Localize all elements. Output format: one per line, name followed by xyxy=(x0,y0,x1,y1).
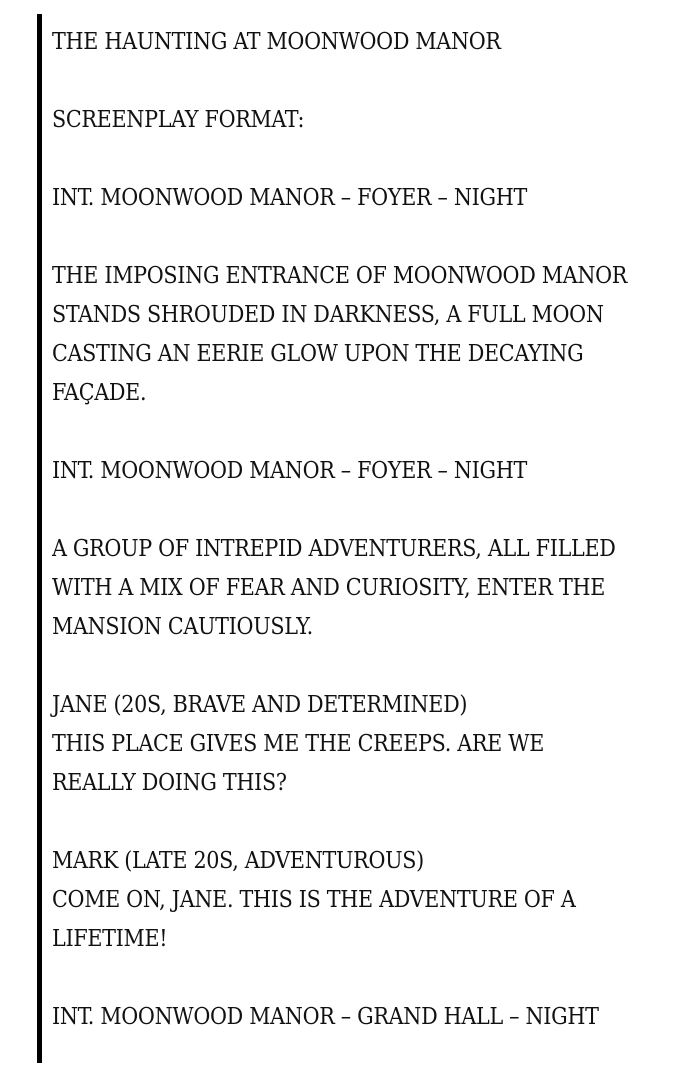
action-line: WITH A MIX OF FEAR AND CURIOSITY, ENTER THE xyxy=(52,575,606,601)
scene-heading-2 xyxy=(52,452,662,491)
action-line: MANSION CAUTIOUSLY. xyxy=(52,614,313,640)
title-paragraph xyxy=(52,23,662,62)
dialogue-line: REALLY DOING THIS? xyxy=(52,770,287,796)
format-line: SCREENPLAY FORMAT: xyxy=(52,107,305,133)
title-line: THE HAUNTING AT MOONWOOD MANOR xyxy=(52,29,501,55)
action-line: FAÇADE. xyxy=(52,380,147,406)
scene-heading-1 xyxy=(52,179,662,218)
format-paragraph xyxy=(52,101,662,140)
left-margin-rule xyxy=(37,14,42,1063)
scene-heading-3 xyxy=(52,998,662,1037)
character-line: JANE (20S, BRAVE AND DETERMINED) xyxy=(52,692,468,718)
scene-heading-line: INT. MOONWOOD MANOR – FOYER – NIGHT xyxy=(52,458,528,484)
dialogue-mark xyxy=(52,842,662,959)
dialogue-line: THIS PLACE GIVES ME THE CREEPS. ARE WE xyxy=(52,731,545,757)
document-body xyxy=(52,23,662,1076)
action-line: STANDS SHROUDED IN DARKNESS, A FULL MOON xyxy=(52,302,604,328)
action-paragraph-2 xyxy=(52,530,662,647)
dialogue-line: COME ON, JANE. THIS IS THE ADVENTURE OF A xyxy=(52,887,576,913)
scene-heading-line: INT. MOONWOOD MANOR – FOYER – NIGHT xyxy=(52,185,528,211)
action-paragraph-1 xyxy=(52,257,662,413)
scene-heading-line: INT. MOONWOOD MANOR – GRAND HALL – NIGHT xyxy=(52,1004,599,1030)
action-line: A GROUP OF INTREPID ADVENTURERS, ALL FILLED xyxy=(52,536,616,562)
dialogue-line: LIFETIME! xyxy=(52,926,168,952)
character-line: MARK (LATE 20S, ADVENTUROUS) xyxy=(52,848,424,874)
dialogue-jane xyxy=(52,686,662,803)
action-line: CASTING AN EERIE GLOW UPON THE DECAYING xyxy=(52,341,584,367)
action-line: THE IMPOSING ENTRANCE OF MOONWOOD MANOR xyxy=(52,263,628,289)
